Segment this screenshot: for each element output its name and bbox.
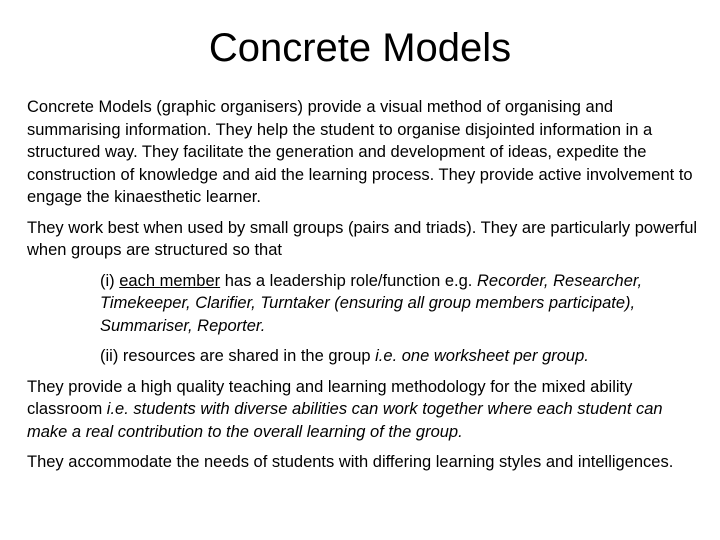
item1-prefix: (i) [100, 271, 120, 290]
item2-example: i.e. one worksheet per group. [375, 347, 589, 365]
item1-underlined: each member [119, 271, 221, 290]
paragraph-small-groups: They work best when used by small groups (pairs and triads). They are particularly powerful when groups are structured so that [27, 218, 698, 259]
list-item-leadership-role [27, 270, 699, 338]
slide-title: Concrete Models [208, 26, 512, 70]
para3-example: i.e. students with diverse abilities can work together where each student can make a real contribution to the overall learning of the group. [27, 400, 663, 441]
list-item-shared-resources [27, 345, 699, 368]
paragraph-intro: Concrete Models (graphic organisers) provide a visual method of organising and summarising information. They help the student to organise disjointed information in a structured way. They facilitate the generation and development of ideas, expedite the construction of knowledge and aid the learning process. They provide active involvement to engage the kinaesthetic learner. [27, 98, 693, 206]
para3-plain: They provide a high quality teaching and learning methodology for the mixed ability classroom [27, 377, 633, 418]
item1-middle: has a leadership role/function e.g. [220, 271, 477, 290]
item2-prefix: (ii) resources are shared in the group [100, 347, 376, 365]
slide-body [27, 96, 699, 482]
item1-roles: Recorder, Researcher, Timekeeper, Clarifier, Turntaker (ensuring all group members participate), Summariser, Reporter. [100, 271, 643, 335]
paragraph-learning-styles: They accommodate the needs of students with differing learning styles and intelligences. [27, 453, 674, 471]
paragraph-mixed-ability [27, 376, 699, 444]
